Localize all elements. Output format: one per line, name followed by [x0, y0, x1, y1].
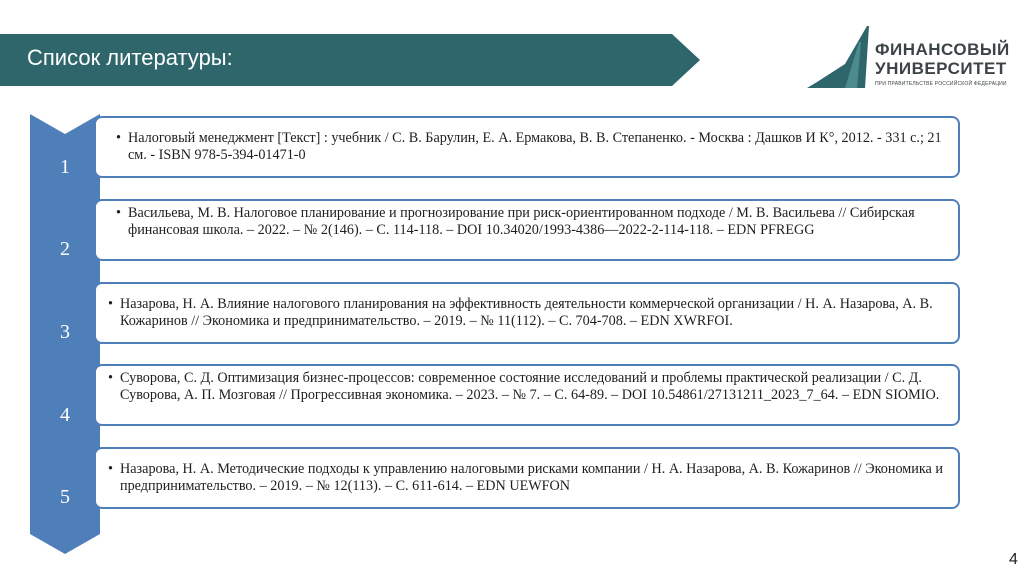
- reference-text: • Назарова, Н. А. Влияние налогового планирования на эффективность деятельности коммерческой организации / Н. А. Назарова, А. В. Кожаринов // Экономика и предпринимательство. – 2019. – № 11(112). – С. 704-708. – EDN XWRFOI.: [120, 296, 944, 329]
- logo-text-line2: УНИВЕРСИТЕТ: [875, 59, 1007, 78]
- page-number: 4: [1009, 551, 1018, 568]
- reference-card-4: [94, 364, 960, 426]
- logo-text-line1: ФИНАНСОВЫЙ: [875, 40, 1010, 59]
- reference-card-2: [94, 199, 960, 261]
- reference-card-5: [94, 447, 960, 509]
- reference-text: • Васильева, М. В. Налоговое планирование и прогнозирование при риск-ориентированном подходе / М. В. Васильева // Сибирская финансовая школа. – 2022. – № 2(146). – С. 114-118. – DOI 10.34020/1993-4386—2022-2-114-118. – EDN PFREGG: [128, 205, 944, 238]
- chevron-number: 5: [60, 486, 70, 508]
- reference-text: • Налоговый менеджмент [Текст] : учебник / С. В. Барулин, Е. А. Ермакова, В. В. Степаненко. - Москва : Дашков И К°, 2012. - 331 с.; 21 см. - ISBN 978-5-394-01471-0: [128, 130, 944, 163]
- chevron-5: [30, 444, 100, 554]
- reference-card-1: [94, 116, 960, 178]
- reference-card-3: [94, 282, 960, 344]
- logo-subtitle: ПРИ ПРАВИТЕЛЬСТВЕ РОССИЙСКОЙ ФЕДЕРАЦИИ: [875, 81, 1007, 87]
- reference-text: • Назарова, Н. А. Методические подходы к управлению налоговыми рисками компании / Н. А. Назарова, А. В. Кожаринов // Экономика и предпринимательство. – 2019. – № 12(113). – С. 611-614. – EDN UEWFON: [120, 461, 944, 494]
- chevron-number: 2: [60, 238, 70, 260]
- chevron-number: 4: [60, 404, 70, 426]
- chevron-number: 1: [60, 156, 70, 178]
- chevron-number: 3: [60, 321, 70, 343]
- slide-title: Список литературы:: [27, 45, 233, 70]
- reference-text: • Суворова, С. Д. Оптимизация бизнес-процессов: современное состояние исследований и проблемы практической реализации / С. Д. Суворова, А. П. Мозговая // Прогрессивная экономика. – 2023. – № 7. – С. 64-89. – DOI 10.54861/27131211_2023_7_64. – EDN SIOMIO.: [120, 370, 944, 403]
- logo-emblem-icon: [805, 22, 875, 92]
- university-logo: [805, 22, 1010, 92]
